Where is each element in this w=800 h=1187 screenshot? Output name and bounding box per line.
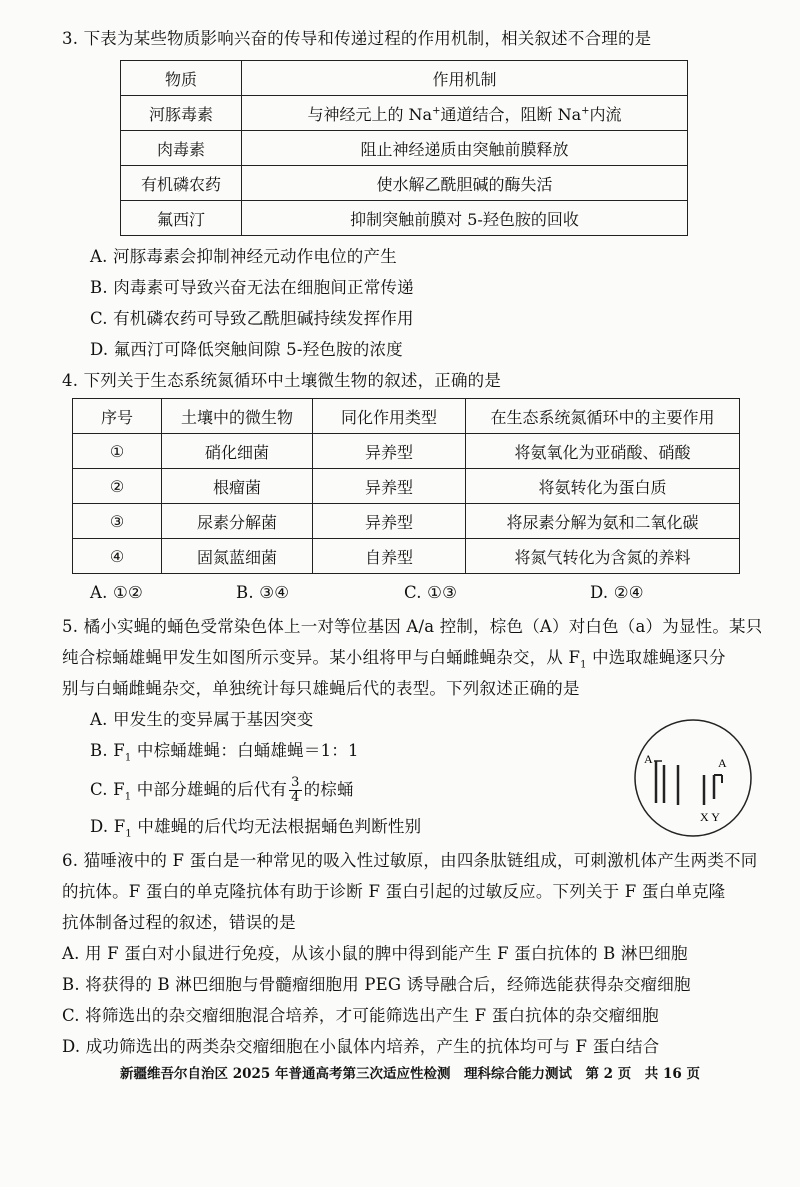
- q4-cell-no: ①: [73, 434, 162, 469]
- q5-option-d: D. $F_1$ 中雄蝇的后代均无法根据蛹色判断性别: [90, 817, 422, 840]
- q4-header-microbe: 土壤中的微生物: [162, 399, 313, 434]
- table-row: [73, 399, 740, 434]
- q4-stem: 4. 下列关于生态系统氮循环中土壤微生物的叙述，正确的是: [62, 371, 502, 390]
- chromosome-figure: [632, 717, 754, 839]
- q3-cell-mechanism: 与神经元上的 Na+通道结合，阻断 Na+内流: [242, 96, 688, 131]
- gene-label-a-left: A: [644, 752, 653, 766]
- q4-cell-microbe: 根瘤菌: [162, 469, 313, 504]
- table-row: [73, 434, 740, 469]
- q3-cell-substance: 氟西汀: [121, 201, 242, 236]
- q4-cell-role: 将氮气转化为含氮的养料: [466, 539, 740, 574]
- q3-cell-mechanism: 阻止神经递质由突触前膜释放: [242, 131, 688, 166]
- q4-cell-type: 自养型: [313, 539, 466, 574]
- q3-cell-substance: 有机磷农药: [121, 166, 242, 201]
- q4-cell-no: ④: [73, 539, 162, 574]
- sex-chromosome-label: X Y: [700, 810, 720, 824]
- q3-header-mechanism: 作用机制: [242, 61, 688, 96]
- q4-cell-microbe: 尿素分解菌: [162, 504, 313, 539]
- q4-cell-no: ③: [73, 504, 162, 539]
- q4-cell-microbe: 固氮蓝细菌: [162, 539, 313, 574]
- q4-header-role: 在生态系统氮循环中的主要作用: [466, 399, 740, 434]
- q4-header-type: 同化作用类型: [313, 399, 466, 434]
- q3-stem: 3. 下表为某些物质影响兴奋的传导和传递过程的作用机制，相关叙述不合理的是: [62, 29, 652, 48]
- q4-option-c: C. ①③: [404, 583, 458, 602]
- q4-cell-no: ②: [73, 469, 162, 504]
- q3-header-substance: 物质: [121, 61, 242, 96]
- q4-header-no: 序号: [73, 399, 162, 434]
- q4-option-b: B. ③④: [236, 583, 290, 602]
- cell-outline: [635, 720, 751, 836]
- table-row: [121, 201, 688, 236]
- q4-cell-type: 异养型: [313, 469, 466, 504]
- q5-stem-line3: 别与白蛹雌蝇杂交，单独统计每只雄蝇后代的表型。下列叙述正确的是: [62, 679, 580, 698]
- q6-option-a: A. 用 F 蛋白对小鼠进行免疫，从该小鼠的脾中得到能产生 F 蛋白抗体的 B 淋巴细胞: [62, 944, 688, 963]
- q4-table: [72, 398, 740, 574]
- q3-cell-mechanism: 使水解乙酰胆碱的酶失活: [242, 166, 688, 201]
- q5-option-c: C. $F_1$ 中部分雄蝇的后代有 $\frac{3}{4}$ 的棕蛹: [90, 775, 354, 805]
- q4-cell-role: 将氨氧化为亚硝酸、硝酸: [466, 434, 740, 469]
- q3-option-a: A. 河豚毒素会抑制神经元动作电位的产生: [90, 247, 397, 266]
- q4-option-a: A. ①②: [90, 583, 143, 602]
- q3-cell-substance: 肉毒素: [121, 131, 242, 166]
- q6-option-c: C. 将筛选出的杂交瘤细胞混合培养，才可能筛选出产生 F 蛋白抗体的杂交瘤细胞: [62, 1006, 659, 1025]
- q5-option-b: B. $F_1$ 中棕蛹雄蝇：白蛹雄蝇＝1：1: [90, 741, 359, 764]
- q3-option-d: D. 氟西汀可降低突触间隙 5-羟色胺的浓度: [90, 340, 403, 359]
- table-row: [73, 504, 740, 539]
- table-row: [73, 469, 740, 504]
- page-footer: 新疆维吾尔自治区 2025 年普通高考第三次适应性检测 理科综合能力测试 第 2 页 共 16 页: [120, 1066, 700, 1082]
- q3-table: [120, 60, 688, 236]
- q4-cell-type: 异养型: [313, 504, 466, 539]
- q6-option-d: D. 成功筛选出的两类杂交瘤细胞在小鼠体内培养，产生的抗体均可与 F 蛋白结合: [62, 1037, 660, 1056]
- q3-cell-mechanism: 抑制突触前膜对 5-羟色胺的回收: [242, 201, 688, 236]
- fraction-three-quarters: $\frac{3}{4}$: [291, 775, 300, 805]
- q3-option-c: C. 有机磷农药可导致乙酰胆碱持续发挥作用: [90, 309, 414, 328]
- q5-option-a: A. 甲发生的变异属于基因突变: [90, 710, 314, 729]
- gene-label-a-right: A: [718, 756, 727, 770]
- table-row: [73, 539, 740, 574]
- q4-cell-role: 将氨转化为蛋白质: [466, 469, 740, 504]
- q4-cell-type: 异养型: [313, 434, 466, 469]
- q3-option-b: B. 肉毒素可导致兴奋无法在细胞间正常传递: [90, 278, 414, 297]
- table-row: [121, 61, 688, 96]
- table-row: [121, 131, 688, 166]
- table-row: [121, 96, 688, 131]
- q6-option-b: B. 将获得的 B 淋巴细胞与骨髓瘤细胞用 PEG 诱导融合后，经筛选能获得杂交瘤细胞: [62, 975, 691, 994]
- q4-option-d: D. ②④: [590, 583, 644, 602]
- q6-stem-line1: 6. 猫唾液中的 F 蛋白是一种常见的吸入性过敏原，由四条肽链组成，可刺激机体产生两类不同: [62, 851, 758, 870]
- q5-stem-line1: 5. 橘小实蝇的蛹色受常染色体上一对等位基因 A/a 控制，棕色（A）对白色（a）为显性。某只: [62, 617, 763, 636]
- q5-stem-line2: 纯合棕蛹雄蝇甲发生如图所示变异。某小组将甲与白蛹雌蝇杂交，从 $F_1$ 中选取雄蝇逐只分: [62, 648, 726, 671]
- q4-cell-role: 将尿素分解为氨和二氧化碳: [466, 504, 740, 539]
- q4-cell-microbe: 硝化细菌: [162, 434, 313, 469]
- table-row: [121, 166, 688, 201]
- q6-stem-line2: 的抗体。F 蛋白的单克隆抗体有助于诊断 F 蛋白引起的过敏反应。下列关于 F 蛋白单克隆: [62, 882, 726, 901]
- q3-cell-substance: 河豚毒素: [121, 96, 242, 131]
- q6-stem-line3: 抗体制备过程的叙述，错误的是: [62, 913, 296, 932]
